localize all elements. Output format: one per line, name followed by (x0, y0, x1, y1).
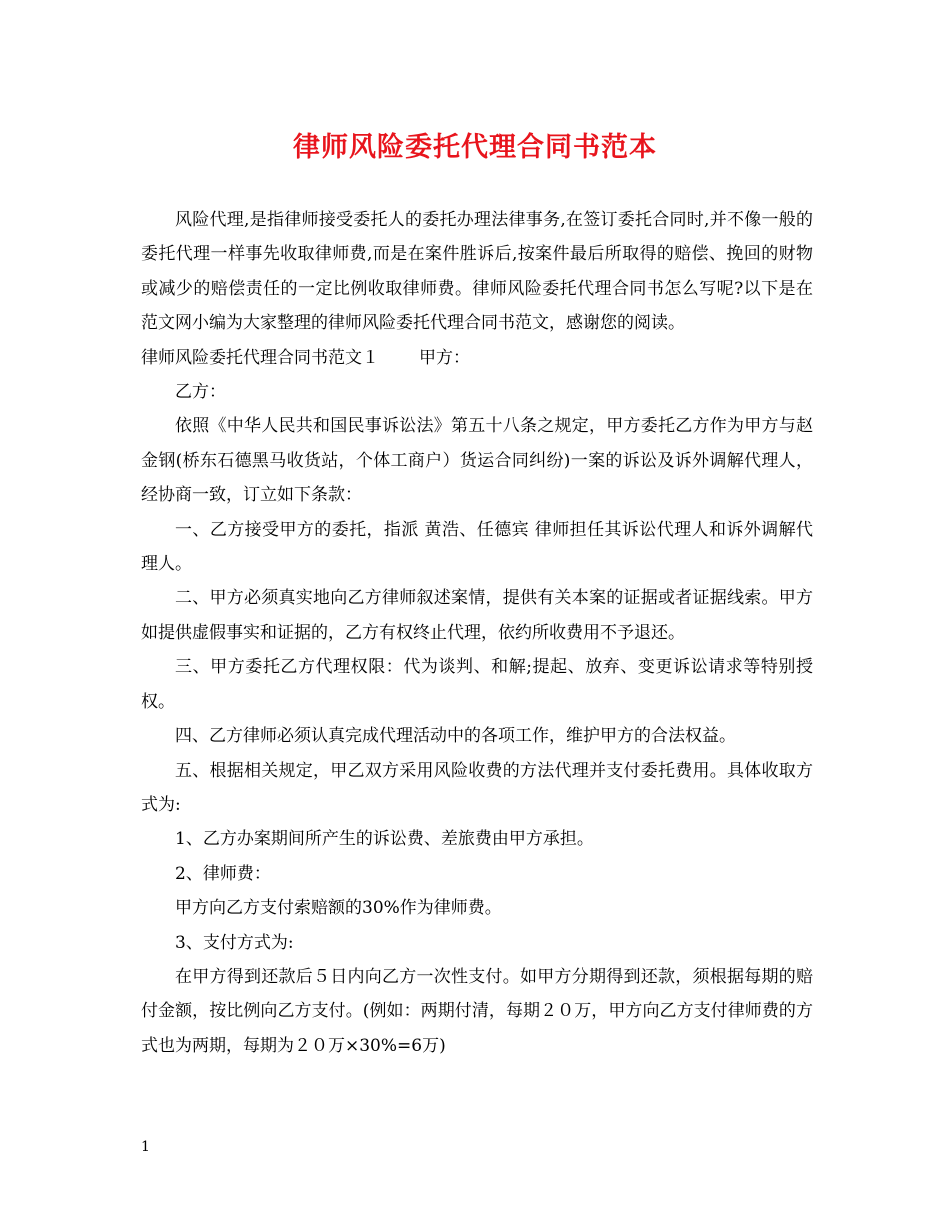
clause-4: 四、乙方律师必须认真完成代理活动中的各项工作，维护甲方的合法权益。 (175, 726, 736, 747)
clause-1: 一、乙方接受甲方的委托，指派 黄浩、任德宾 律师担任其诉讼代理人和诉外调解代理人。 (141, 519, 813, 575)
party-a-label: 甲方： (419, 347, 470, 368)
section-heading-line (141, 341, 813, 375)
clause-2: 二、甲方必须真实地向乙方律师叙述案情，提供有关本案的证据或者证据线索。甲方如提供虚假事实和证据的，乙方有权终止代理，依约所收费用不予退还。 (141, 588, 813, 643)
section-heading: 律师风险委托代理合同书范文１ (141, 347, 379, 368)
clause-5: 五、根据相关规定，甲乙双方采用风险收费的方法代理并支付委托费用。具体收取方式为: (141, 760, 813, 815)
document-title: 律师风险委托代理合同书范本 (293, 132, 657, 163)
clause-3: 三、甲方委托乙方代理权限：代为谈判、和解;提起、放弃、变更诉讼请求等特别授权。 (141, 657, 813, 712)
fee-item-1: 1、乙方办案期间所产生的诉讼费、差旅费由甲方承担。 (175, 829, 594, 850)
intro-paragraph: 风险代理,是指律师接受委托人的委托办理法律事务,在签订委托合同时,并不像一般的委托代理一样事先收取律师费,而是在案件胜诉后,按案件最后所取得的赔偿、挽回的财物或减少的赔偿责任的一定比例收取律师费。律师风险委托代理合同书怎么写呢?以下是在范文网小编为大家整理的律师风险委托代理合同书范文，感谢您的阅读。 (141, 210, 813, 334)
payment-method-paragraph: 在甲方得到还款后５日内向乙方一次性支付。如甲方分期得到还款，须根据每期的赔付金额，按比例向乙方支付。(例如：两期付清，每期２０万，甲方向乙方支付律师费的方式也为两期，每期为２０万×30%=6万) (141, 966, 813, 1056)
fee-item-3: 3、支付方式为: (175, 932, 294, 953)
document-body (141, 203, 813, 1063)
fee-item-2-detail: 甲方向乙方支付索赔额的30%作为律师费。 (175, 898, 502, 919)
party-b-label: 乙方： (175, 382, 226, 403)
page-number: 1 (141, 1139, 150, 1155)
paragraph-basis: 依照《中华人民共和国民事诉讼法》第五十八条之规定，甲方委托乙方作为甲方与赵金钢(桥东石德黑马收货站，个体工商户）货运合同纠纷)一案的诉讼及诉外调解代理人，经协商一致，订立如下条款： (141, 416, 813, 506)
fee-item-2: 2、律师费： (175, 863, 271, 884)
